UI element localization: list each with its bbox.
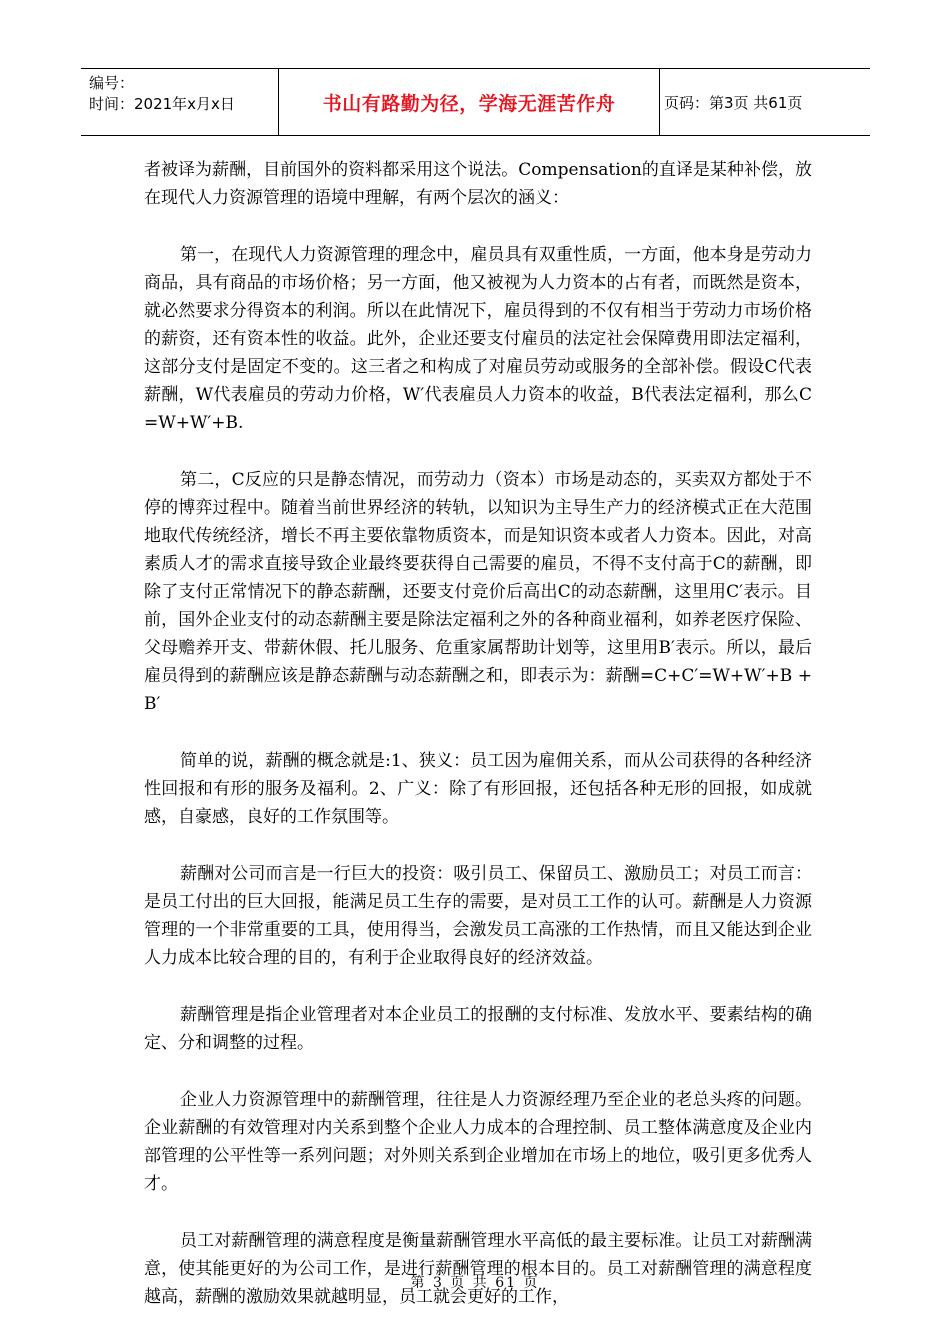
header-motto: 书山有路勤为径，学海无涯苦作舟 [322, 92, 616, 115]
paragraph: 薪酬管理是指企业管理者对本企业员工的报酬的支付标准、发放水平、要素结构的确定、分和调整的过程。 [144, 1005, 812, 1053]
header-page-number: 页码：第3页 共61页 [664, 93, 803, 112]
paragraph: 企业人力资源管理中的薪酬管理，往往是人力资源经理乃至企业的老总头疼的问题。企业薪酬的有效管理对内关系到整个企业人力成本的合理控制、员工整体满意度及企业内部管理的公平性等一系列问题；对外则关系到企业增加在市场上的地位，吸引更多优秀人才。 [144, 1090, 812, 1194]
header-motto-cell [279, 69, 660, 135]
header-meta [81, 69, 279, 135]
page-header [81, 68, 870, 136]
body-text [144, 156, 812, 1311]
paragraph: 薪酬对公司而言是一行巨大的投资：吸引员工、保留员工、激励员工；对员工而言：是员工付出的巨大回报，能满足员工生存的需要，是对员工工作的认可。薪酬是人力资源管理的一个非常重要的工具，使用得当，会激发员工高涨的工作热情，而且又能达到企业人力成本比较合理的目的，有利于企业取得良好的经济效益。 [144, 864, 812, 968]
paragraph: 员工对薪酬管理的满意程度是衡量薪酬管理水平高低的最主要标准。让员工对薪酬满意，使其能更好的为公司工作，是进行薪酬管理的根本目的。员工对薪酬管理的满意程度越高，薪酬的激励效果就越明显，员工就会更好的工作， [144, 1231, 812, 1307]
page-footer: 第 3 页 共 61 页 [410, 1275, 540, 1291]
paragraph: 者被译为薪酬，目前国外的资料都采用这个说法。Compensation的直译是某种补偿，放在现代人力资源管理的语境中理解，有两个层次的涵义： [144, 160, 812, 208]
paragraph: 第二，C反应的只是静态情况，而劳动力（资本）市场是动态的，买卖双方都处于不停的博弈过程中。随着当前世界经济的转轨，以知识为主导生产力的经济模式正在大范围地取代传统经济，增长不再主要依靠物质资本，而是知识资本或者人力资本。因此，对高素质人才的需求直接导致企业最终要获得自己需要的雇员，不得不支付高于C的薪酬，即除了支付正常情况下的静态薪酬，还要支付竞价后高出C的动态薪酬，这里用C′表示。目前，国外企业支付的动态薪酬主要是除法定福利之外的各种商业福利，如养老医疗保险、父母赡养开支、带薪休假、托儿服务、危重家属帮助计划等，这里用B′表示。所以，最后雇员得到的薪酬应该是静态薪酬与动态薪酬之和，即表示为：薪酬=C+C′=W+W′+B +B′ [144, 470, 812, 714]
paragraph: 简单的说，薪酬的概念就是:1、狭义：员工因为雇佣关系，而从公司获得的各种经济性回报和有形的服务及福利。2、广义：除了有形回报，还包括各种无形的回报，如成就感，自豪感，良好的工作氛围等。 [144, 751, 812, 827]
document-number: 编号： [89, 74, 135, 92]
document-date: 时间：2021年x月x日 [89, 95, 235, 113]
header-page-cell [660, 69, 870, 135]
paragraph: 第一，在现代人力资源管理的理念中，雇员具有双重性质，一方面，他本身是劳动力商品，具有商品的市场价格；另一方面，他又被视为人力资本的占有者，而既然是资本，就必然要求分得资本的利润。所以在此情况下，雇员得到的不仅有相当于劳动力市场价格的薪资，还有资本性的收益。此外，企业还要支付雇员的法定社会保障费用即法定福利，这部分支付是固定不变的。这三者之和构成了对雇员劳动或服务的全部补偿。假设C代表薪酬，W代表雇员的劳动力价格，W′代表雇员人力资本的收益，B代表法定福利，那么C=W+W′+B. [144, 245, 812, 433]
